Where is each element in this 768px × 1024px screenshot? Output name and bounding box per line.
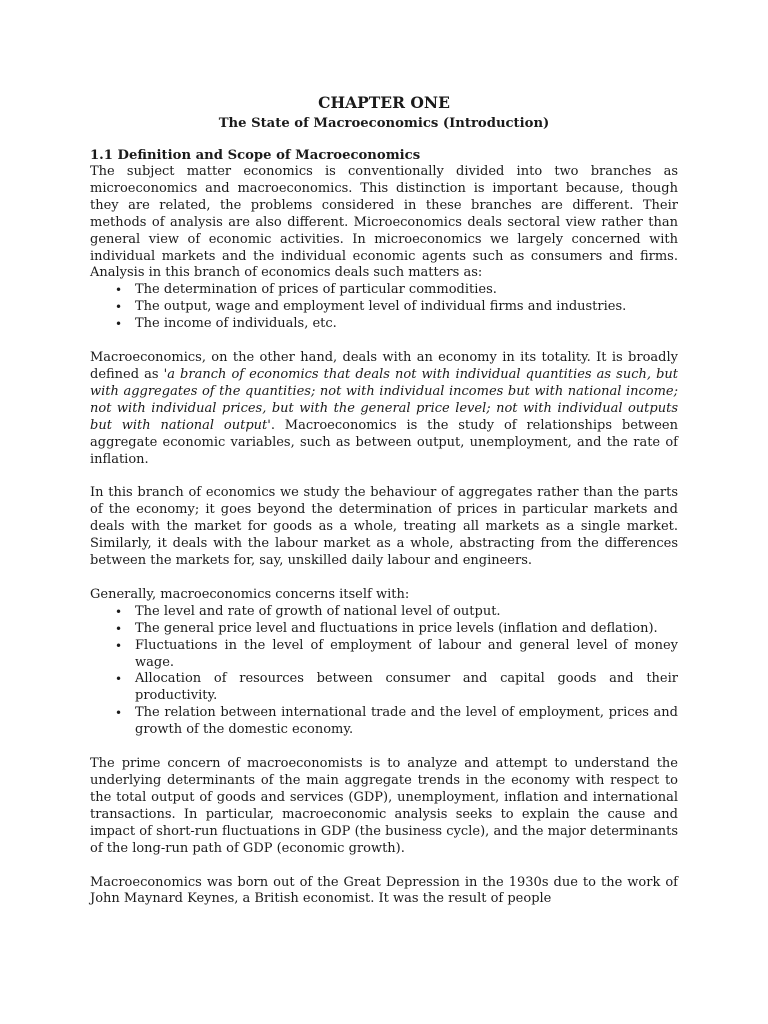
bullet-icon: • [115, 638, 123, 653]
bullet-icon: • [115, 706, 123, 721]
list-item: • The determination of prices of particular commodities. [115, 282, 497, 298]
macro-definition-quote: 'a branch of economics that deals not with individual quantities as such, but with aggregates of the quantities; not with individual incomes but with national income; not with individual prices, but with the general price level; not with individual outputs but with national output' [90, 366, 678, 433]
bullet-icon: • [115, 672, 123, 687]
list-item: • The relation between international trade and the level of employment, prices and growth of the domestic economy. [115, 705, 678, 738]
bullet-icon: • [115, 317, 123, 332]
generally-paragraph: Generally, macroeconomics concerns itself with: [90, 586, 410, 602]
list-item: • Allocation of resources between consumer and capital goods and their productivity. [115, 671, 678, 704]
intro-paragraph: The subject matter economics is conventionally divided into two branches as microeconomics and macroeconomics. This distinction is important because, though they are related, the problems considered in these branches are different. Their methods of analysis are also different. Microeconomics deals sectoral view rather than general view of economic activities. In microeconomics we largely concerned with individual markets and the individual economic agents such as consumers and firms. Analysis in this branch of economics deals such matters as: [90, 164, 678, 281]
list-item: • The level and rate of growth of national level of output. [115, 603, 501, 619]
chapter-title: CHAPTER ONE [318, 93, 450, 112]
chapter-subtitle: The State of Macroeconomics (Introduction) [218, 116, 550, 131]
branch-paragraph: In this branch of economics we study the behaviour of aggregates rather than the parts of the economy; it goes beyond the determination of prices in particular markets and deals with the market for goods as a whole, treating all markets as a single market. Similarly, it deals with the labour market as a whole, abstracting from the differences between the markets for, say, unskilled daily labour and engineers. [90, 485, 678, 569]
macro-list [90, 604, 678, 739]
bullet-icon: • [115, 300, 123, 315]
list-item: • The income of individuals, etc. [115, 316, 337, 332]
section-heading: 1.1 Definition and Scope of Macroeconomics [90, 148, 421, 163]
macro-definition-paragraph: Macroeconomics, on the other hand, deals with an economy in its totality. It is broadly defined as 'a branch of economics that deals not with individual quantities as such, but with aggregates of the quantities; not with individual incomes but with national income; not with individual prices, but with the general price level; not with individual outputs but with national output'. Macroeconomics is the study of relationships between aggregate economic variables, such as between output, unemployment, and the rate of inflation. [90, 350, 678, 467]
list-item: • The general price level and fluctuations in price levels (inflation and deflation). [115, 620, 658, 636]
list-item: • The output, wage and employment level of individual firms and industries. [115, 299, 627, 315]
history-paragraph: Macroeconomics was born out of the Great Depression in the 1930s due to the work of John Maynard Keynes, a British economist. It was the result of people [90, 874, 678, 907]
list-item: • Fluctuations in the level of employment of labour and general level of money wage. [115, 637, 678, 670]
bullet-icon: • [115, 621, 123, 636]
page-content [90, 93, 678, 908]
micro-list [90, 282, 678, 333]
bullet-icon: • [115, 604, 123, 619]
bullet-icon: • [115, 283, 123, 298]
prime-concern-paragraph: The prime concern of macroeconomists is to analyze and attempt to understand the underlying determinants of the main aggregate trends in the economy with respect to the total output of goods and services (GDP), unemployment, inflation and international transactions. In particular, macroeconomic analysis seeks to explain the cause and impact of short-run fluctuations in GDP (the business cycle), and the major determinants of the long-run path of GDP (economic growth). [90, 756, 678, 856]
